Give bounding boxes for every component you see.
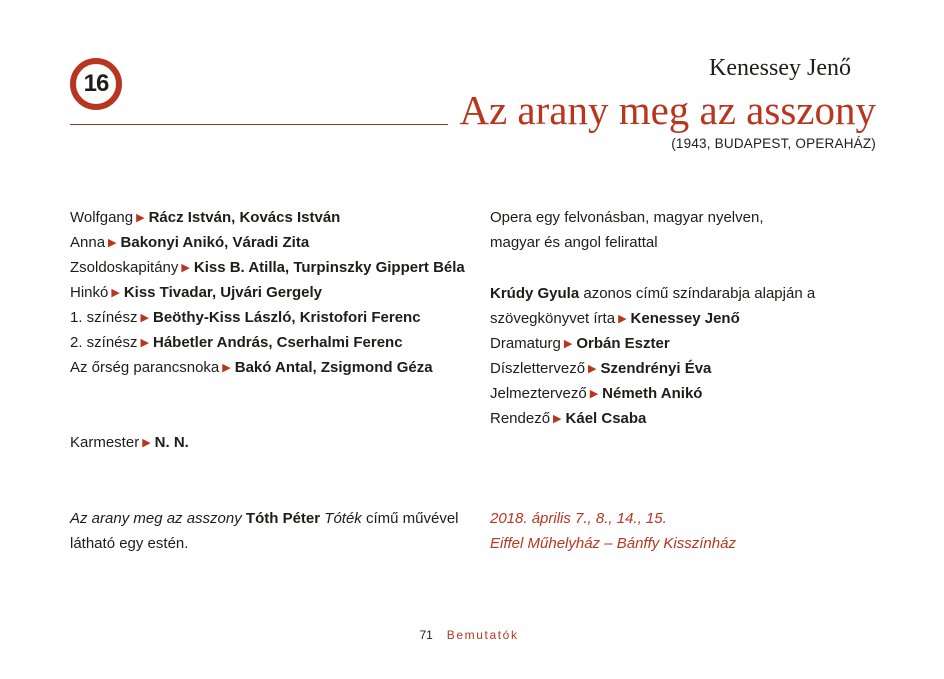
play-arrow-icon: ▶ [618,313,627,325]
credit-row [490,406,815,431]
page-title: Az arany meg az asszony [459,87,876,133]
play-arrow-icon: ▶ [136,212,145,224]
play-arrow-icon: ▶ [222,362,231,374]
author-name-bold: Tóth Péter [245,510,321,527]
credit-name: Szendrényi Éva [600,360,712,377]
cast-row [70,355,465,380]
performance-dates [490,506,736,556]
play-arrow-icon: ▶ [140,312,149,324]
cast-row [70,255,465,280]
role-label: szövegkönyvet írta [490,310,616,327]
dates-line: 2018. április 7., 8., 14., 15. [490,510,667,527]
role-label: Jelmeztervező [490,385,587,402]
note-text-2: látható egy estén. [70,535,189,552]
role-label: Anna [70,234,106,251]
performer-names: Rácz István, Kovács István [148,209,341,226]
cast-row [70,330,465,355]
role-label: Wolfgang [70,209,134,226]
cast-row [70,305,465,330]
work-title-2: Tóték [324,510,362,527]
role-label: Díszlettervező [490,360,586,377]
role-label: Karmester [70,434,140,451]
credits-list [490,281,815,431]
performer-names: Bakonyi Anikó, Váradi Zita [120,234,310,251]
role-label: Dramaturg [490,335,561,352]
role-label: Hinkó [70,284,109,301]
role-label: 1. színész [70,309,138,326]
performer-names: Hábetler András, Cserhalmi Ferenc [153,334,403,351]
title-rule [70,124,448,125]
venue-line: Eiffel Műhelyház – Bánffy Kisszínház [490,535,736,552]
credit-row [490,356,815,381]
play-arrow-icon: ▶ [563,338,573,350]
play-arrow-icon: ▶ [140,337,149,349]
work-title: Az arany meg az asszony [70,510,242,527]
premiere-info: (1943, BUDAPEST, OPERAHÁZ) [671,136,876,151]
play-arrow-icon: ▶ [588,363,597,375]
note-text: című művével [365,510,459,527]
section-name: Bemutatók [446,628,519,642]
credit-name: Németh Anikó [602,385,703,402]
play-arrow-icon: ▶ [553,413,562,425]
credit-row [490,381,815,406]
credit-name: Orbán Eszter [576,335,670,352]
badge-number: 16 [83,70,109,97]
performer-names: Bakó Antal, Zsigmond Géza [234,359,433,376]
info-line: magyar és angol felirattal [490,234,658,251]
cast-row [70,230,465,255]
basis-text: azonos című színdarabja alapján a [583,285,816,302]
role-label: Rendező [490,410,551,427]
cast-list [70,205,465,380]
opera-info [490,205,764,255]
play-arrow-icon: ▶ [111,287,120,299]
page-footer [0,628,944,642]
page-number: 71 [419,628,433,642]
info-line: Opera egy felvonásban, magyar nyelven, [490,209,764,226]
cast-row [70,280,465,305]
credit-name: Káel Csaba [565,410,647,427]
credit-row [490,331,815,356]
performer-names: Kiss B. Atilla, Turpinszky Gippert Béla [193,259,465,276]
play-arrow-icon: ▶ [108,237,117,249]
play-arrow-icon: ▶ [142,437,151,449]
performer-names: Beöthy-Kiss László, Kristofori Ferenc [153,309,421,326]
number-badge [70,58,122,110]
program-note [70,506,459,556]
credit-name: Kenessey Jenő [630,310,740,327]
play-arrow-icon: ▶ [181,262,190,274]
performer-names: N. N. [154,434,189,451]
role-label: 2. színész [70,334,138,351]
role-label: Zsoldoskapitány [70,259,179,276]
cast-row [70,205,465,230]
role-label: Az őrség parancsnoka [70,359,220,376]
author-name: Kenessey Jenő [709,55,851,81]
conductor-line [70,430,189,455]
basis-author: Krúdy Gyula [490,285,580,302]
play-arrow-icon: ▶ [589,388,599,400]
performer-names: Kiss Tivadar, Ujvári Gergely [123,284,322,301]
